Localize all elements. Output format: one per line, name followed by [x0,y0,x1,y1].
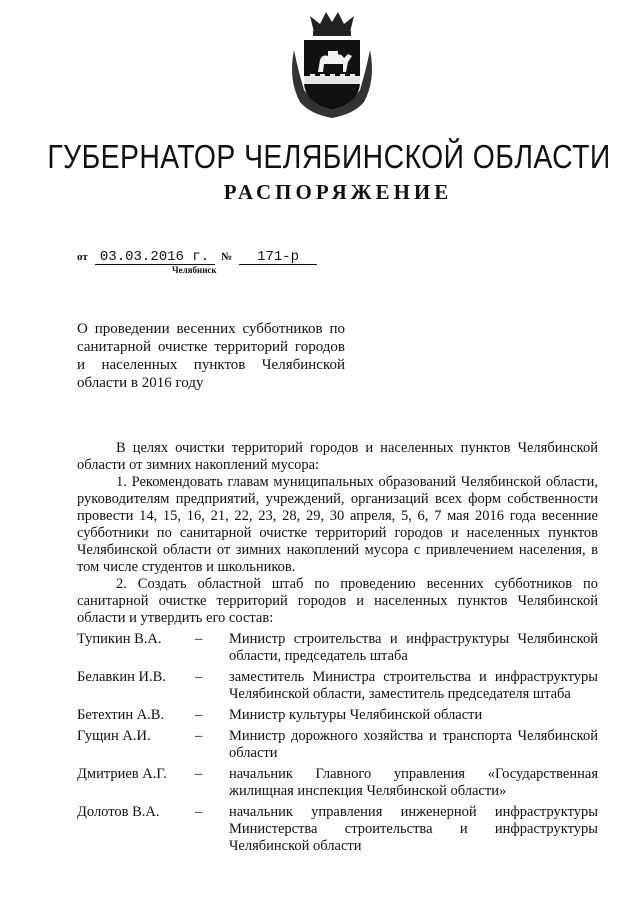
member-row [77,804,598,855]
member-name: Тупикин В.А. [77,631,162,647]
coat-of-arms-emblem [286,10,378,120]
member-role: Министр культуры Челябинской области [229,707,483,723]
subject-line: О проведении весенних субботников по [77,321,345,337]
document-type-heading: РАСПОРЯЖЕНИЕ [223,180,453,204]
document-city: Челябинск [172,265,217,275]
document-date: 03.03.2016 г. [95,250,215,265]
body-paragraph: 1. Рекомендовать главам муниципальных образований Челябинской области, руководителям предприятий, учреждений, организаций всех форм собственности провести 14, 15, 16, 21, 22, 23, 28, 29, 30 апреля, 5, 6, 7 мая 2016 года весенние субботники по санитарной очистке территорий городов и населенных пунктов Челябинской области от зимних накоплений мусора с привлечением населения, в том числе студентов и школьников. [77,474,598,575]
member-row [77,728,598,762]
member-role: Министр строительства и инфраструктуры Челябинской области, председатель штаба [229,631,598,664]
issuer-heading: ГУБЕРНАТОР ЧЕЛЯБИНСКОЙ ОБЛАСТИ [47,138,611,175]
subject-line: области в 2016 году [77,375,204,391]
member-dash: – [195,804,203,820]
subject-line: санитарной очистке территорий городов [77,339,345,355]
member-name: Гущин А.И. [77,728,151,744]
member-name: Бетехтин А.В. [77,707,165,723]
member-role: заместитель Министра строительства и инфраструктуры Челябинской области, заместитель председателя штаба [229,669,598,702]
member-row [77,631,598,665]
body-paragraph: В целях очистки территорий городов и населенных пунктов Челябинской области от зимних накоплений мусора: [77,440,598,473]
member-dash: – [195,707,203,723]
member-role: начальник управления инженерной инфраструктуры Министерства строительства и инфраструктуры Челябинской области [229,804,598,854]
member-row [77,707,598,724]
number-prefix: № [221,251,233,263]
document-body [77,440,598,627]
subject-line: и населенных пунктов Челябинской [77,357,345,373]
headquarters-members-list [77,631,598,859]
date-prefix: от [77,251,88,263]
member-dash: – [195,631,203,647]
member-role: начальник Главного управления «Государственная жилищная инспекция Челябинской области» [229,766,598,799]
document-date-number [77,250,317,265]
document-number: 171-р [239,250,317,265]
member-role: Министр дорожного хозяйства и транспорта Челябинской области [229,728,598,761]
body-paragraph: 2. Создать областной штаб по проведению весенних субботников по санитарной очистке территорий городов и населенных пунктов Челябинской области и утвердить его состав: [77,576,598,626]
member-name: Долотов В.А. [77,804,160,820]
member-row [77,669,598,703]
member-dash: – [195,766,203,782]
member-dash: – [195,669,203,685]
document-subject [77,320,345,392]
member-name: Белавкин И.В. [77,669,166,685]
member-name: Дмитриев А.Г. [77,766,167,782]
member-row [77,766,598,800]
member-dash: – [195,728,203,744]
